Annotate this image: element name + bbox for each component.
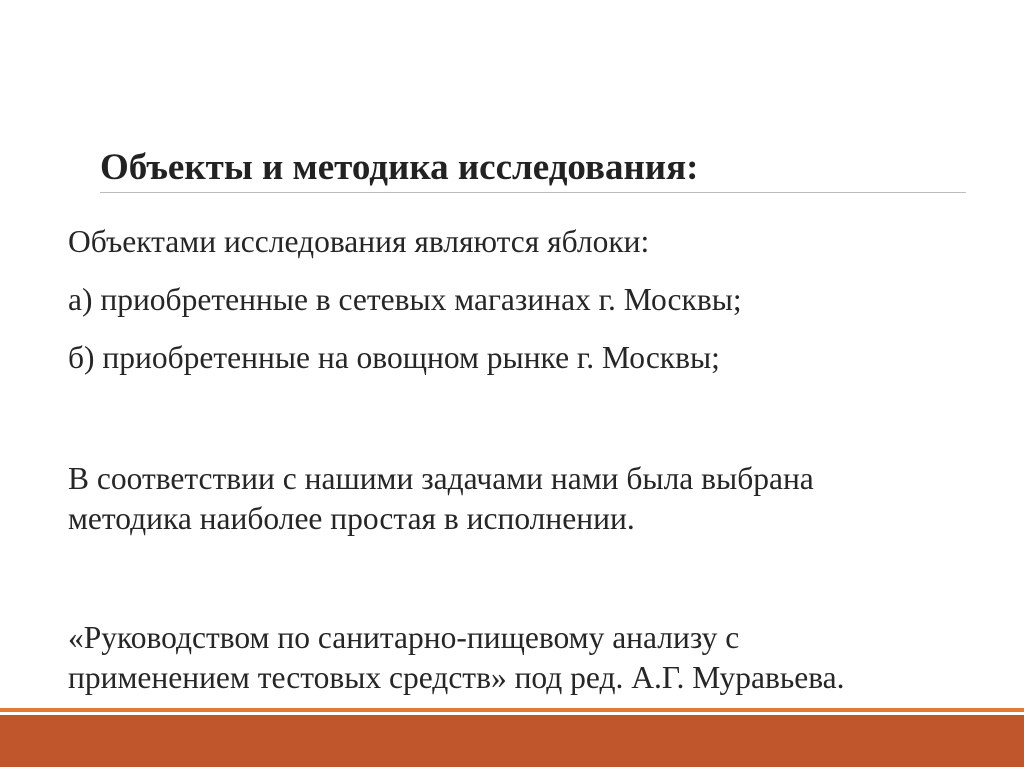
method-paragraph-line-1: В соответствии с нашими задачами нами была выбрана — [68, 461, 814, 496]
intro-paragraph: Объектами исследования являются яблоки: — [68, 224, 650, 259]
reference-paragraph-line-1: «Руководством по санитарно-пищевому анализу с — [68, 620, 740, 655]
title-divider — [100, 192, 966, 193]
method-paragraph-line-2: методика наиболее простая в исполнении. — [68, 501, 635, 536]
reference-paragraph-line-2: применением тестовых средств» под ред. А.Г. Муравьева. — [68, 660, 845, 695]
slide-title: Объекты и методика исследования: — [100, 147, 699, 188]
list-item-a: а) приобретенные в сетевых магазинах г. Москвы; — [68, 282, 742, 317]
list-item-b: б) приобретенные на овощном рынке г. Москвы; — [68, 340, 720, 375]
footer-accent-line — [0, 708, 1024, 712]
footer-accent-bar — [0, 715, 1024, 767]
